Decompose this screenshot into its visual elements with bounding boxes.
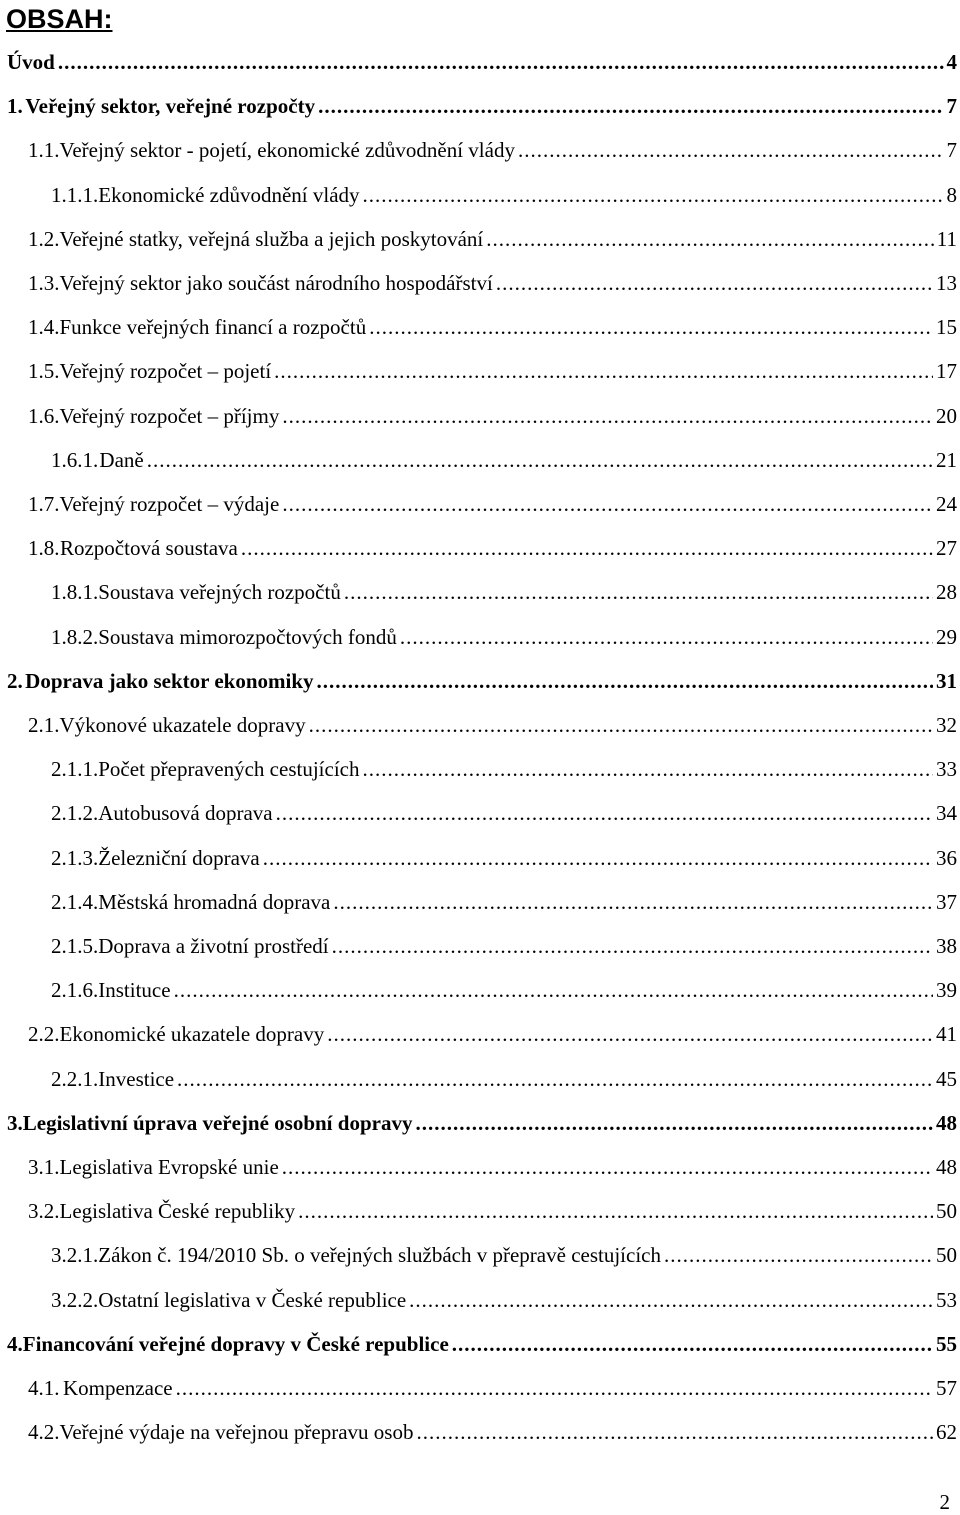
toc-entry[interactable] (28, 135, 957, 165)
toc-dot-leader (496, 268, 933, 298)
toc-entry-page: 20 (936, 403, 957, 428)
toc-entry-title: Legislativa České republiky (59, 1199, 296, 1224)
toc-dot-leader (147, 445, 933, 475)
toc-entry-page: 55 (936, 1331, 957, 1356)
toc-entry-number: 2.1.3. (51, 845, 99, 870)
toc-entry[interactable] (7, 1108, 957, 1138)
toc-dot-leader (518, 135, 944, 165)
toc-entry-number: 1.4. (28, 315, 60, 340)
toc-entry-page: 38 (936, 934, 957, 958)
toc-entry-title: Legislativa Evropské unie (59, 1155, 279, 1179)
toc-entry-number: 2.2. (28, 1022, 60, 1047)
toc-entry-title: Daně (99, 447, 144, 472)
toc-entry-number: 1.6. (28, 403, 60, 428)
toc-entry[interactable] (28, 533, 957, 563)
toc-entry-page: 50 (936, 1199, 957, 1224)
toc-dot-leader (177, 1064, 933, 1094)
toc-entry-number: 1.5. (28, 359, 60, 384)
toc-entry-number: 2.1.4. (51, 889, 99, 914)
toc-entry[interactable] (28, 489, 957, 519)
toc-entry[interactable] (51, 798, 957, 828)
toc-dot-leader (416, 1417, 933, 1447)
toc-entry[interactable] (51, 180, 957, 210)
toc-entry-page: 24 (936, 492, 957, 516)
toc-dot-leader (276, 798, 933, 828)
toc-entry-number: 1.1.1. (51, 182, 99, 207)
toc-entry-title: Železniční doprava (98, 845, 260, 870)
toc-entry-title: Veřejný rozpočet – příjmy (59, 403, 280, 428)
toc-entry-number: 2.1.2. (51, 801, 99, 826)
toc-entry-title: Ekonomické ukazatele dopravy (59, 1022, 325, 1047)
toc-entry-title: Městská hromadná doprava (98, 889, 331, 914)
toc-entry-title: Výkonové ukazatele dopravy (59, 713, 306, 737)
toc-entry[interactable] (28, 1019, 957, 1049)
toc-entry-page: 29 (936, 624, 957, 649)
toc-dot-leader (369, 312, 933, 342)
toc-entry-title: Funkce veřejných financí a rozpočtů (59, 315, 367, 340)
toc-entry[interactable] (51, 1240, 957, 1270)
toc-entry[interactable] (51, 975, 957, 1005)
toc-entry-number: 1.2. (28, 226, 60, 251)
toc-entry[interactable] (28, 224, 957, 254)
toc-entry-title: Veřejný sektor jako součást národního hospodářství (59, 271, 493, 295)
toc-entry-page: 39 (936, 978, 957, 1003)
toc-entry-title: Ekonomické zdůvodnění vlády (98, 182, 360, 207)
toc-entry[interactable] (28, 1417, 957, 1447)
toc-entry[interactable] (51, 931, 957, 961)
toc-entry-page: 37 (936, 889, 957, 914)
toc-dot-leader (282, 1152, 933, 1182)
toc-entry-page: 27 (936, 536, 957, 561)
toc-entry-page: 28 (936, 580, 957, 605)
toc-dot-leader (263, 843, 933, 873)
toc-entry-number: 2.1.5. (51, 934, 99, 958)
toc-entry[interactable] (28, 401, 957, 431)
toc-entry-title: Veřejný rozpočet – výdaje (59, 492, 280, 516)
toc-entry-number: 3.2.1. (51, 1243, 99, 1268)
toc-dot-leader (400, 622, 933, 652)
toc-entry-page: 32 (936, 713, 957, 737)
toc-entry-number: 1. (7, 94, 23, 119)
toc-entry-page: 53 (936, 1287, 957, 1312)
toc-entry-page: 4 (946, 50, 957, 74)
toc-entry-number: 1.7. (28, 492, 60, 516)
toc-entry[interactable] (28, 1196, 957, 1226)
toc-dot-leader (176, 1373, 933, 1403)
toc-entry-page: 41 (936, 1022, 957, 1047)
toc-dot-leader (415, 1108, 933, 1138)
toc-dot-leader (282, 489, 933, 519)
toc-entry-title: Veřejné výdaje na veřejnou přepravu osob (59, 1420, 414, 1445)
toc-dot-leader (298, 1196, 933, 1226)
toc-entry-page: 33 (936, 757, 957, 782)
toc-dot-leader (486, 224, 934, 254)
toc-entry-page: 31 (936, 668, 957, 693)
toc-entry[interactable] (7, 91, 957, 121)
toc-dot-leader (274, 356, 933, 386)
toc-entry[interactable] (28, 356, 957, 386)
toc-dot-leader (452, 1329, 933, 1359)
toc-entry-title: Legislativní úprava veřejné osobní dopravy (22, 1110, 413, 1135)
toc-entry-number: 4.1. (28, 1376, 60, 1400)
toc-entry[interactable] (7, 47, 957, 77)
toc-dot-leader (58, 47, 944, 77)
toc-dot-leader (344, 577, 933, 607)
toc-entry-title: Ostatní legislativa v České republice (98, 1287, 407, 1312)
toc-entry-page: 50 (936, 1243, 957, 1268)
page-number: 2 (939, 1490, 950, 1514)
toc-entry-title: Financování veřejné dopravy v České republice (22, 1331, 449, 1356)
toc-entry-page: 45 (936, 1066, 957, 1091)
toc-entry-number: 1.8.2. (51, 624, 99, 649)
toc-entry[interactable] (51, 754, 957, 784)
toc-entry-number: 3.2. (28, 1199, 60, 1224)
toc-entry[interactable] (51, 843, 957, 873)
toc-entry-title: Soustava mimorozpočtových fondů (98, 624, 397, 649)
toc-entry[interactable] (28, 710, 957, 740)
toc-entry-page: 57 (936, 1376, 957, 1400)
toc-entry-page: 7 (946, 94, 957, 119)
toc-dot-leader (309, 710, 933, 740)
toc-entry-title: Veřejné statky, veřejná služba a jejich poskytování (59, 226, 484, 251)
toc-entry-page: 13 (936, 271, 957, 295)
toc-entry-title: Doprava a životní prostředí (98, 934, 329, 958)
toc-entry-number: 1.8. (28, 536, 60, 561)
toc-entry[interactable] (51, 445, 957, 475)
toc-entry-number: 2.1. (28, 713, 60, 737)
toc-entry-page: 8 (946, 182, 957, 207)
toc-dot-leader (664, 1240, 933, 1270)
toc-entry-page: 7 (946, 138, 957, 163)
toc-entry-number: 3.1. (28, 1155, 60, 1179)
toc-entry-title: Kompenzace (62, 1376, 173, 1400)
toc-entry[interactable] (28, 268, 957, 298)
toc-entry-number: 4. (7, 1331, 23, 1356)
toc-entry[interactable] (51, 577, 957, 607)
toc-entry-title: Autobusová doprava (98, 801, 273, 826)
toc-entry-title: Veřejný sektor, veřejné rozpočty (25, 94, 316, 119)
toc-entry-number: 1.1. (28, 138, 60, 163)
toc-dot-leader (282, 401, 933, 431)
toc-entry[interactable] (51, 887, 957, 917)
toc-entry-page: 17 (936, 359, 957, 384)
toc-dot-leader (174, 975, 933, 1005)
toc-entry-page: 48 (936, 1155, 957, 1179)
toc-entry-number: 2.1.6. (51, 978, 99, 1003)
toc-dot-leader (317, 666, 933, 696)
toc-entry-page: 11 (936, 226, 957, 251)
toc-entry-page: 15 (936, 315, 957, 340)
toc-entry-title: Rozpočtová soustava (59, 536, 238, 561)
toc-dot-leader (241, 533, 933, 563)
toc-entry-title: Zákon č. 194/2010 Sb. o veřejných službách v přepravě cestujících (98, 1243, 661, 1268)
toc-title: OBSAH: (6, 4, 113, 34)
toc-entry-title: Investice (98, 1066, 175, 1091)
toc-entry-number: 1.6.1. (51, 447, 99, 472)
toc-entry-number: 2.1.1. (51, 757, 99, 782)
toc-entry-title: Veřejný sektor - pojetí, ekonomické zdůvodnění vlády (59, 138, 515, 163)
toc-dot-leader (333, 887, 933, 917)
toc-dot-leader (332, 931, 933, 961)
toc-entry-number: 1.8.1. (51, 580, 99, 605)
toc-entry-page: 62 (936, 1420, 957, 1445)
toc-entry-number: 3.2.2. (51, 1287, 99, 1312)
toc-entry-number: 3. (7, 1110, 23, 1135)
toc-dot-leader (327, 1019, 933, 1049)
toc-entry[interactable] (7, 1329, 957, 1359)
toc-entry-page: 36 (936, 845, 957, 870)
toc-entry-title: Úvod (7, 50, 55, 74)
toc-entry[interactable] (28, 1373, 957, 1403)
toc-entry-page: 48 (936, 1110, 957, 1135)
toc-entry[interactable] (51, 1064, 957, 1094)
toc-entry-number: 2. (7, 668, 23, 693)
toc-dot-leader (362, 754, 933, 784)
toc-entry-title: Doprava jako sektor ekonomiky (25, 668, 314, 693)
toc-dot-leader (318, 91, 943, 121)
toc-dot-leader (363, 180, 944, 210)
toc-entry-page: 21 (936, 447, 957, 472)
toc-entry-page: 34 (936, 801, 957, 826)
toc-entry-title: Soustava veřejných rozpočtů (98, 580, 341, 605)
toc-dot-leader (409, 1285, 933, 1315)
toc-entry[interactable] (28, 1152, 957, 1182)
toc-entry-title: Veřejný rozpočet – pojetí (59, 359, 272, 384)
toc-entry-number: 4.2. (28, 1420, 60, 1445)
toc-entry[interactable] (7, 666, 957, 696)
toc-entry-title: Počet přepravených cestujících (98, 757, 360, 782)
toc-entry[interactable] (51, 622, 957, 652)
toc-entry-title: Instituce (98, 978, 171, 1003)
toc-entry-number: 2.2.1. (51, 1066, 99, 1091)
toc-entry[interactable] (51, 1285, 957, 1315)
toc-entry-number: 1.3. (28, 271, 60, 295)
toc-entry[interactable] (28, 312, 957, 342)
